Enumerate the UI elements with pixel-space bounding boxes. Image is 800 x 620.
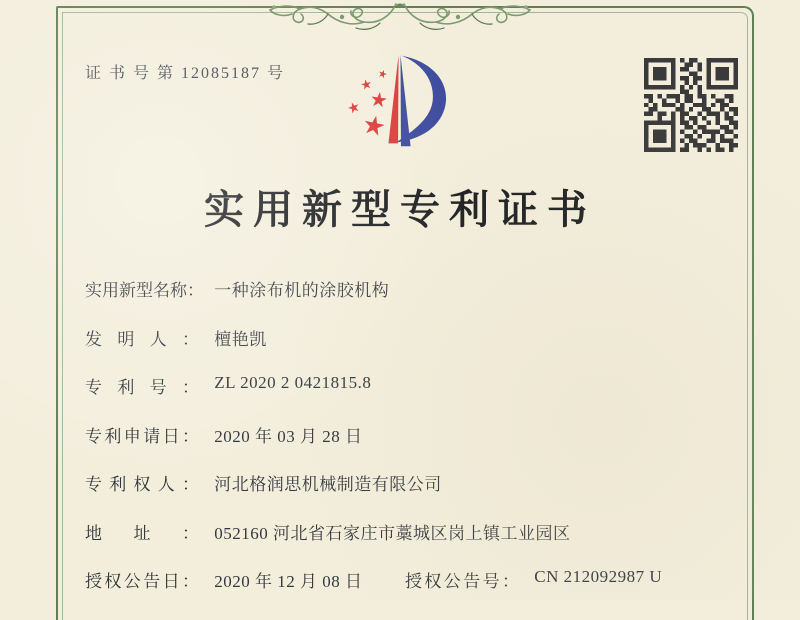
field-utility-model-name — [85, 276, 740, 325]
certificate-number: 证 书 号 第 12085187 号 — [85, 65, 286, 82]
field-grant-number — [405, 567, 662, 592]
field-label: 专利权人： — [85, 475, 199, 494]
field-label: 专利号： — [85, 378, 199, 397]
green-flourish-icon — [265, 3, 535, 39]
field-value: 檀艳凯 — [214, 329, 267, 349]
field-grant-date — [85, 567, 740, 616]
cnipa-patent-logo-icon — [338, 50, 462, 154]
field-patent-number — [85, 373, 740, 422]
field-label: 实用新型名称： — [85, 281, 204, 300]
field-label: 发明人： — [85, 329, 199, 349]
field-value: 2020 年 12 月 08 日 — [214, 572, 363, 591]
field-filing-date — [85, 422, 740, 471]
qr-code — [644, 58, 738, 152]
field-value: ZL 2020 2 0421815.8 — [214, 373, 372, 392]
certificate-title: 实用新型专利证书 — [204, 187, 596, 232]
field-address — [85, 519, 740, 568]
field-label: 地址： — [85, 523, 199, 543]
field-inventor — [85, 325, 740, 374]
field-label: 专利申请日： — [85, 426, 199, 446]
field-value: 052160 河北省石家庄市藁城区岗上镇工业园区 — [214, 523, 571, 543]
field-value: CN 212092987 U — [534, 567, 663, 586]
field-value: 2020 年 03 月 28 日 — [214, 426, 363, 446]
field-label: 授权公告号： — [405, 572, 519, 591]
field-value: 河北格润思机械制造有限公司 — [214, 475, 442, 494]
field-patentee — [85, 470, 740, 519]
field-label: 授权公告日： — [85, 572, 199, 591]
field-value: 一种涂布机的涂胶机构 — [214, 281, 390, 300]
certificate-fields — [85, 276, 740, 616]
